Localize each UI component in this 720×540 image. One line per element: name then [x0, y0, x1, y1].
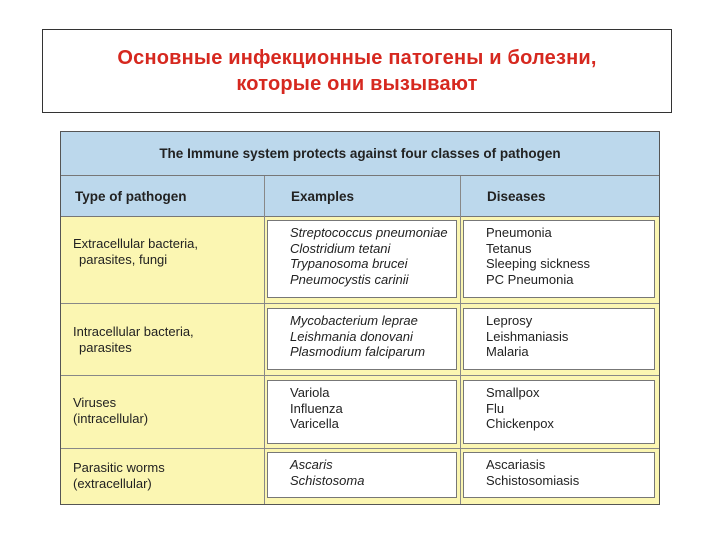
table-row-type: Extracellular bacteria, parasites, fungi: [73, 236, 198, 267]
table-row-examples: Mycobacterium leprae Leishmania donovani Plasmodium falciparum: [267, 308, 457, 370]
slide-title-line-1: Основные инфекционные патогены и болезни,: [117, 47, 597, 69]
pathogen-table: [60, 131, 660, 505]
column-divider: [460, 176, 461, 504]
column-header-type: Type of pathogen: [75, 188, 187, 204]
row-divider: [61, 448, 659, 449]
column-header-diseases: Diseases: [487, 188, 546, 204]
row-divider: [61, 375, 659, 376]
table-row-type: Viruses (intracellular): [73, 395, 149, 426]
slide-title-box: [42, 29, 672, 113]
table-row-examples: Ascaris Schistosoma: [267, 452, 457, 498]
table-row-diseases: Smallpox Flu Chickenpox: [463, 380, 655, 444]
table-row-type: Intracellular bacteria, parasites: [73, 324, 194, 355]
table-row-type: Parasitic worms (extracellular): [73, 460, 165, 491]
table-row-diseases: Leprosy Leishmaniasis Malaria: [463, 308, 655, 370]
table-row-diseases: Pneumonia Tetanus Sleeping sickness PC Pneumonia: [463, 220, 655, 298]
table-row-examples: Streptococcus pneumoniae Clostridium tetani Trypanosoma brucei Pneumocystis carinii: [267, 220, 457, 298]
column-divider: [264, 176, 265, 504]
column-header-examples: Examples: [291, 188, 355, 204]
table-heading: The Immune system protects against four classes of pathogen: [61, 132, 659, 176]
table-row-diseases: Ascariasis Schistosomiasis: [463, 452, 655, 498]
column-header-row: [61, 176, 659, 217]
table-row-examples: Variola Influenza Varicella: [267, 380, 457, 444]
slide-title-line-2: которые они вызывают: [236, 73, 478, 95]
row-divider: [61, 303, 659, 304]
